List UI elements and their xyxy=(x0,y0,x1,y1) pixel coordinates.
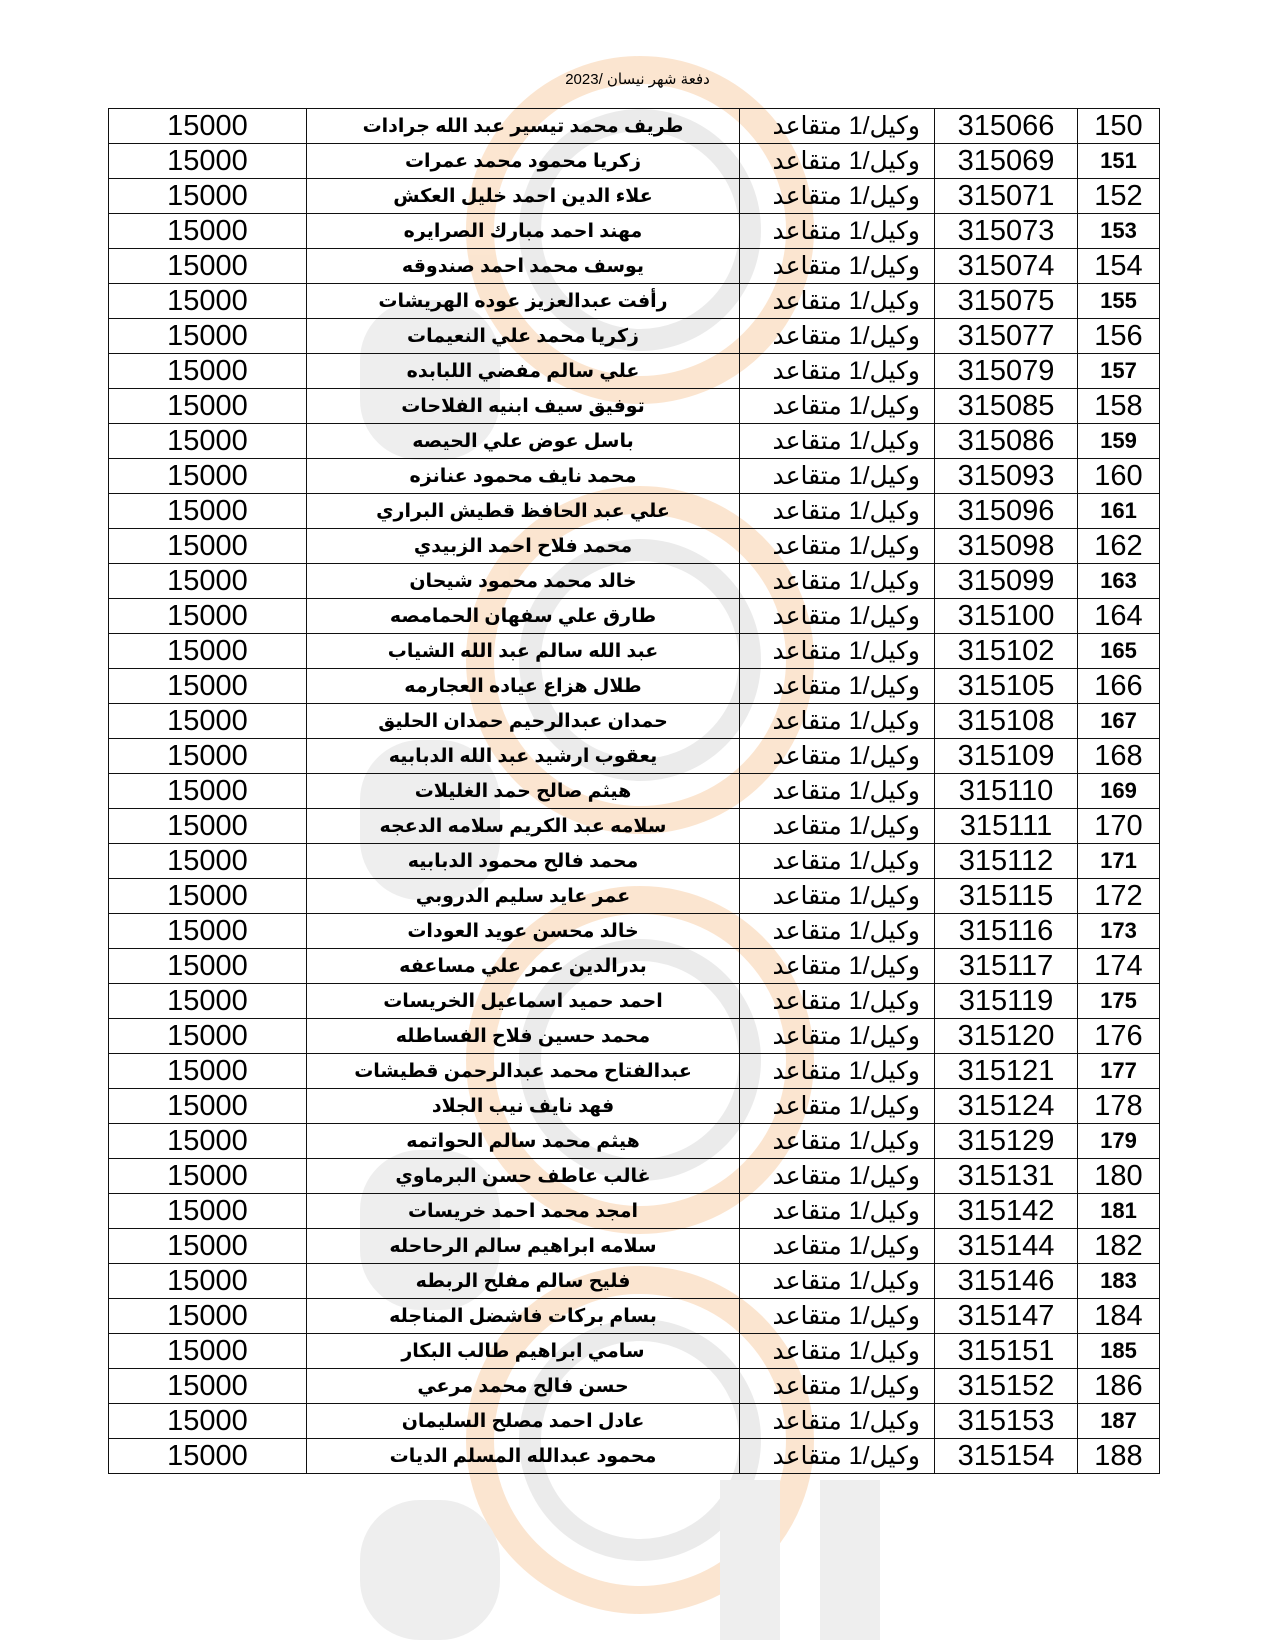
serial-cell: 172 xyxy=(1078,879,1160,914)
serial-cell: 176 xyxy=(1078,1019,1160,1054)
id-cell: 315154 xyxy=(935,1439,1078,1474)
name-cell: يعقوب ارشيد عبد الله الدبابيه xyxy=(307,739,740,774)
type-cell: وكيل/1 متقاعد xyxy=(740,1159,935,1194)
amount-cell: 15000 xyxy=(109,494,307,529)
type-cell: وكيل/1 متقاعد xyxy=(740,669,935,704)
id-cell: 315147 xyxy=(935,1299,1078,1334)
table-row xyxy=(109,1369,1160,1404)
amount-cell: 15000 xyxy=(109,844,307,879)
id-cell: 315111 xyxy=(935,809,1078,844)
name-cell: سلامه ابراهيم سالم الرحاحله xyxy=(307,1229,740,1264)
id-cell: 315115 xyxy=(935,879,1078,914)
amount-cell: 15000 xyxy=(109,1159,307,1194)
type-cell: وكيل/1 متقاعد xyxy=(740,1264,935,1299)
id-cell: 315116 xyxy=(935,914,1078,949)
serial-cell: 155 xyxy=(1078,284,1160,319)
amount-cell: 15000 xyxy=(109,774,307,809)
amount-cell: 15000 xyxy=(109,879,307,914)
table-row xyxy=(109,284,1160,319)
name-cell: خالد محسن عويد العودات xyxy=(307,914,740,949)
name-cell: حسن فالح محمد مرعي xyxy=(307,1369,740,1404)
id-cell: 315151 xyxy=(935,1334,1078,1369)
type-cell: وكيل/1 متقاعد xyxy=(740,774,935,809)
table-row xyxy=(109,844,1160,879)
name-cell: بسام بركات فاشضل المناجله xyxy=(307,1299,740,1334)
amount-cell: 15000 xyxy=(109,214,307,249)
name-cell: باسل عوض علي الحيصه xyxy=(307,424,740,459)
amount-cell: 15000 xyxy=(109,389,307,424)
name-cell: فليح سالم مفلح الربطه xyxy=(307,1264,740,1299)
table-row xyxy=(109,494,1160,529)
amount-cell: 15000 xyxy=(109,669,307,704)
id-cell: 315086 xyxy=(935,424,1078,459)
serial-cell: 157 xyxy=(1078,354,1160,389)
serial-cell: 188 xyxy=(1078,1439,1160,1474)
serial-cell: 152 xyxy=(1078,179,1160,214)
name-cell: محمود عبدالله المسلم الديات xyxy=(307,1439,740,1474)
id-cell: 315075 xyxy=(935,284,1078,319)
name-cell: عمر عايد سليم الدروبي xyxy=(307,879,740,914)
table-row xyxy=(109,389,1160,424)
amount-cell: 15000 xyxy=(109,949,307,984)
id-cell: 315124 xyxy=(935,1089,1078,1124)
serial-cell: 175 xyxy=(1078,984,1160,1019)
table-row xyxy=(109,144,1160,179)
serial-cell: 162 xyxy=(1078,529,1160,564)
amount-cell: 15000 xyxy=(109,599,307,634)
serial-cell: 181 xyxy=(1078,1194,1160,1229)
type-cell: وكيل/1 متقاعد xyxy=(740,704,935,739)
serial-cell: 158 xyxy=(1078,389,1160,424)
id-cell: 315066 xyxy=(935,109,1078,144)
type-cell: وكيل/1 متقاعد xyxy=(740,249,935,284)
amount-cell: 15000 xyxy=(109,1124,307,1159)
serial-cell: 177 xyxy=(1078,1054,1160,1089)
type-cell: وكيل/1 متقاعد xyxy=(740,949,935,984)
type-cell: وكيل/1 متقاعد xyxy=(740,459,935,494)
table-row xyxy=(109,1089,1160,1124)
name-cell: يوسف محمد احمد صندوقه xyxy=(307,249,740,284)
type-cell: وكيل/1 متقاعد xyxy=(740,844,935,879)
type-cell: وكيل/1 متقاعد xyxy=(740,144,935,179)
id-cell: 315102 xyxy=(935,634,1078,669)
name-cell: طارق علي سفهان الحمامصه xyxy=(307,599,740,634)
type-cell: وكيل/1 متقاعد xyxy=(740,879,935,914)
table-row xyxy=(109,1054,1160,1089)
amount-cell: 15000 xyxy=(109,1369,307,1404)
table-row xyxy=(109,214,1160,249)
table-row xyxy=(109,599,1160,634)
serial-cell: 151 xyxy=(1078,144,1160,179)
id-cell: 315108 xyxy=(935,704,1078,739)
amount-cell: 15000 xyxy=(109,809,307,844)
name-cell: محمد حسين فلاح الفساطله xyxy=(307,1019,740,1054)
serial-cell: 150 xyxy=(1078,109,1160,144)
amount-cell: 15000 xyxy=(109,564,307,599)
serial-cell: 178 xyxy=(1078,1089,1160,1124)
name-cell: زكريا محمد علي النعيمات xyxy=(307,319,740,354)
name-cell: علاء الدين احمد خليل العكش xyxy=(307,179,740,214)
table-row xyxy=(109,879,1160,914)
id-cell: 315077 xyxy=(935,319,1078,354)
serial-cell: 186 xyxy=(1078,1369,1160,1404)
type-cell: وكيل/1 متقاعد xyxy=(740,1299,935,1334)
name-cell: طلال هزاع عياده العجارمه xyxy=(307,669,740,704)
name-cell: غالب عاطف حسن البرماوي xyxy=(307,1159,740,1194)
id-cell: 315069 xyxy=(935,144,1078,179)
type-cell: وكيل/1 متقاعد xyxy=(740,599,935,634)
name-cell: رأفت عبدالعزيز عوده الهريشات xyxy=(307,284,740,319)
name-cell: امجد محمد احمد خريسات xyxy=(307,1194,740,1229)
amount-cell: 15000 xyxy=(109,1439,307,1474)
type-cell: وكيل/1 متقاعد xyxy=(740,424,935,459)
amount-cell: 15000 xyxy=(109,1334,307,1369)
serial-cell: 185 xyxy=(1078,1334,1160,1369)
name-cell: سلامه عبد الكريم سلامه الدعجه xyxy=(307,809,740,844)
table-row xyxy=(109,1264,1160,1299)
table-row xyxy=(109,1404,1160,1439)
type-cell: وكيل/1 متقاعد xyxy=(740,809,935,844)
serial-cell: 153 xyxy=(1078,214,1160,249)
serial-cell: 182 xyxy=(1078,1229,1160,1264)
amount-cell: 15000 xyxy=(109,319,307,354)
table-row xyxy=(109,704,1160,739)
table-row xyxy=(109,809,1160,844)
name-cell: خالد محمد محمود شيحان xyxy=(307,564,740,599)
name-cell: علي سالم مفضي اللبابده xyxy=(307,354,740,389)
amount-cell: 15000 xyxy=(109,1194,307,1229)
id-cell: 315093 xyxy=(935,459,1078,494)
id-cell: 315152 xyxy=(935,1369,1078,1404)
table-row xyxy=(109,1299,1160,1334)
amount-cell: 15000 xyxy=(109,144,307,179)
table-row xyxy=(109,1229,1160,1264)
type-cell: وكيل/1 متقاعد xyxy=(740,284,935,319)
type-cell: وكيل/1 متقاعد xyxy=(740,529,935,564)
type-cell: وكيل/1 متقاعد xyxy=(740,214,935,249)
name-cell: حمدان عبدالرحيم حمدان الحليق xyxy=(307,704,740,739)
serial-cell: 168 xyxy=(1078,739,1160,774)
amount-cell: 15000 xyxy=(109,354,307,389)
id-cell: 315100 xyxy=(935,599,1078,634)
amount-cell: 15000 xyxy=(109,179,307,214)
type-cell: وكيل/1 متقاعد xyxy=(740,1194,935,1229)
type-cell: وكيل/1 متقاعد xyxy=(740,1334,935,1369)
type-cell: وكيل/1 متقاعد xyxy=(740,1369,935,1404)
serial-cell: 167 xyxy=(1078,704,1160,739)
type-cell: وكيل/1 متقاعد xyxy=(740,179,935,214)
id-cell: 315074 xyxy=(935,249,1078,284)
id-cell: 315120 xyxy=(935,1019,1078,1054)
id-cell: 315073 xyxy=(935,214,1078,249)
serial-cell: 173 xyxy=(1078,914,1160,949)
name-cell: زكريا محمود محمد عمرات xyxy=(307,144,740,179)
serial-cell: 171 xyxy=(1078,844,1160,879)
type-cell: وكيل/1 متقاعد xyxy=(740,564,935,599)
table-row xyxy=(109,1019,1160,1054)
page-title: دفعة شهر نيسان /2023 xyxy=(565,71,710,88)
type-cell: وكيل/1 متقاعد xyxy=(740,1089,935,1124)
table-row xyxy=(109,179,1160,214)
type-cell: وكيل/1 متقاعد xyxy=(740,354,935,389)
serial-cell: 165 xyxy=(1078,634,1160,669)
id-cell: 315109 xyxy=(935,739,1078,774)
table-row xyxy=(109,949,1160,984)
amount-cell: 15000 xyxy=(109,1229,307,1264)
table-row xyxy=(109,529,1160,564)
serial-cell: 164 xyxy=(1078,599,1160,634)
table-row xyxy=(109,634,1160,669)
id-cell: 315112 xyxy=(935,844,1078,879)
serial-cell: 169 xyxy=(1078,774,1160,809)
serial-cell: 187 xyxy=(1078,1404,1160,1439)
id-cell: 315121 xyxy=(935,1054,1078,1089)
type-cell: وكيل/1 متقاعد xyxy=(740,984,935,1019)
name-cell: فهد نايف نيب الجلاد xyxy=(307,1089,740,1124)
type-cell: وكيل/1 متقاعد xyxy=(740,1054,935,1089)
table-row xyxy=(109,774,1160,809)
table-row xyxy=(109,739,1160,774)
serial-cell: 156 xyxy=(1078,319,1160,354)
amount-cell: 15000 xyxy=(109,704,307,739)
table-row xyxy=(109,1334,1160,1369)
serial-cell: 154 xyxy=(1078,249,1160,284)
type-cell: وكيل/1 متقاعد xyxy=(740,1019,935,1054)
name-cell: سامي ابراهيم طالب البكار xyxy=(307,1334,740,1369)
type-cell: وكيل/1 متقاعد xyxy=(740,109,935,144)
name-cell: محمد فلاح احمد الزبيدي xyxy=(307,529,740,564)
table-row xyxy=(109,459,1160,494)
serial-cell: 163 xyxy=(1078,564,1160,599)
table-row xyxy=(109,109,1160,144)
id-cell: 315142 xyxy=(935,1194,1078,1229)
amount-cell: 15000 xyxy=(109,634,307,669)
serial-cell: 170 xyxy=(1078,809,1160,844)
amount-cell: 15000 xyxy=(109,1019,307,1054)
table-row xyxy=(109,1159,1160,1194)
type-cell: وكيل/1 متقاعد xyxy=(740,389,935,424)
amount-cell: 15000 xyxy=(109,424,307,459)
serial-cell: 184 xyxy=(1078,1299,1160,1334)
serial-cell: 174 xyxy=(1078,949,1160,984)
table-row xyxy=(109,1194,1160,1229)
id-cell: 315153 xyxy=(935,1404,1078,1439)
id-cell: 315096 xyxy=(935,494,1078,529)
name-cell: طريف محمد تيسير عبد الله جرادات xyxy=(307,109,740,144)
name-cell: علي عبد الحافظ قطيش البراري xyxy=(307,494,740,529)
name-cell: محمد فالح محمود الدبابيه xyxy=(307,844,740,879)
amount-cell: 15000 xyxy=(109,109,307,144)
serial-cell: 160 xyxy=(1078,459,1160,494)
type-cell: وكيل/1 متقاعد xyxy=(740,494,935,529)
name-cell: عبدالفتاح محمد عبدالرحمن قطيشات xyxy=(307,1054,740,1089)
amount-cell: 15000 xyxy=(109,1299,307,1334)
amount-cell: 15000 xyxy=(109,1404,307,1439)
name-cell: بدرالدين عمر علي مساعفه xyxy=(307,949,740,984)
id-cell: 315105 xyxy=(935,669,1078,704)
table-row xyxy=(109,1124,1160,1159)
table-row xyxy=(109,249,1160,284)
table-row xyxy=(109,424,1160,459)
type-cell: وكيل/1 متقاعد xyxy=(740,1404,935,1439)
serial-cell: 183 xyxy=(1078,1264,1160,1299)
amount-cell: 15000 xyxy=(109,1054,307,1089)
name-cell: عبد الله سالم عبد الله الشياب xyxy=(307,634,740,669)
id-cell: 315110 xyxy=(935,774,1078,809)
table-row xyxy=(109,354,1160,389)
type-cell: وكيل/1 متقاعد xyxy=(740,634,935,669)
id-cell: 315146 xyxy=(935,1264,1078,1299)
id-cell: 315098 xyxy=(935,529,1078,564)
type-cell: وكيل/1 متقاعد xyxy=(740,1124,935,1159)
id-cell: 315119 xyxy=(935,984,1078,1019)
type-cell: وكيل/1 متقاعد xyxy=(740,739,935,774)
amount-cell: 15000 xyxy=(109,914,307,949)
serial-cell: 161 xyxy=(1078,494,1160,529)
amount-cell: 15000 xyxy=(109,1089,307,1124)
id-cell: 315079 xyxy=(935,354,1078,389)
name-cell: هيثم محمد سالم الحواتمه xyxy=(307,1124,740,1159)
name-cell: مهند احمد مبارك الصرايره xyxy=(307,214,740,249)
table-row xyxy=(109,984,1160,1019)
payroll-table xyxy=(108,108,1160,1474)
name-cell: هيثم صالح حمد الغليلات xyxy=(307,774,740,809)
serial-cell: 179 xyxy=(1078,1124,1160,1159)
id-cell: 315071 xyxy=(935,179,1078,214)
type-cell: وكيل/1 متقاعد xyxy=(740,319,935,354)
id-cell: 315131 xyxy=(935,1159,1078,1194)
serial-cell: 159 xyxy=(1078,424,1160,459)
table-row xyxy=(109,914,1160,949)
amount-cell: 15000 xyxy=(109,459,307,494)
table-row xyxy=(109,564,1160,599)
id-cell: 315117 xyxy=(935,949,1078,984)
amount-cell: 15000 xyxy=(109,739,307,774)
id-cell: 315129 xyxy=(935,1124,1078,1159)
id-cell: 315085 xyxy=(935,389,1078,424)
id-cell: 315144 xyxy=(935,1229,1078,1264)
table-row xyxy=(109,319,1160,354)
amount-cell: 15000 xyxy=(109,984,307,1019)
serial-cell: 166 xyxy=(1078,669,1160,704)
name-cell: عادل احمد مصلح السليمان xyxy=(307,1404,740,1439)
amount-cell: 15000 xyxy=(109,1264,307,1299)
name-cell: احمد حميد اسماعيل الخريسات xyxy=(307,984,740,1019)
id-cell: 315099 xyxy=(935,564,1078,599)
amount-cell: 15000 xyxy=(109,529,307,564)
serial-cell: 180 xyxy=(1078,1159,1160,1194)
name-cell: توفيق سيف ابنيه الفلاحات xyxy=(307,389,740,424)
type-cell: وكيل/1 متقاعد xyxy=(740,1229,935,1264)
name-cell: محمد نايف محمود عنانزه xyxy=(307,459,740,494)
table-row xyxy=(109,1439,1160,1474)
amount-cell: 15000 xyxy=(109,249,307,284)
amount-cell: 15000 xyxy=(109,284,307,319)
type-cell: وكيل/1 متقاعد xyxy=(740,1439,935,1474)
type-cell: وكيل/1 متقاعد xyxy=(740,914,935,949)
table-row xyxy=(109,669,1160,704)
